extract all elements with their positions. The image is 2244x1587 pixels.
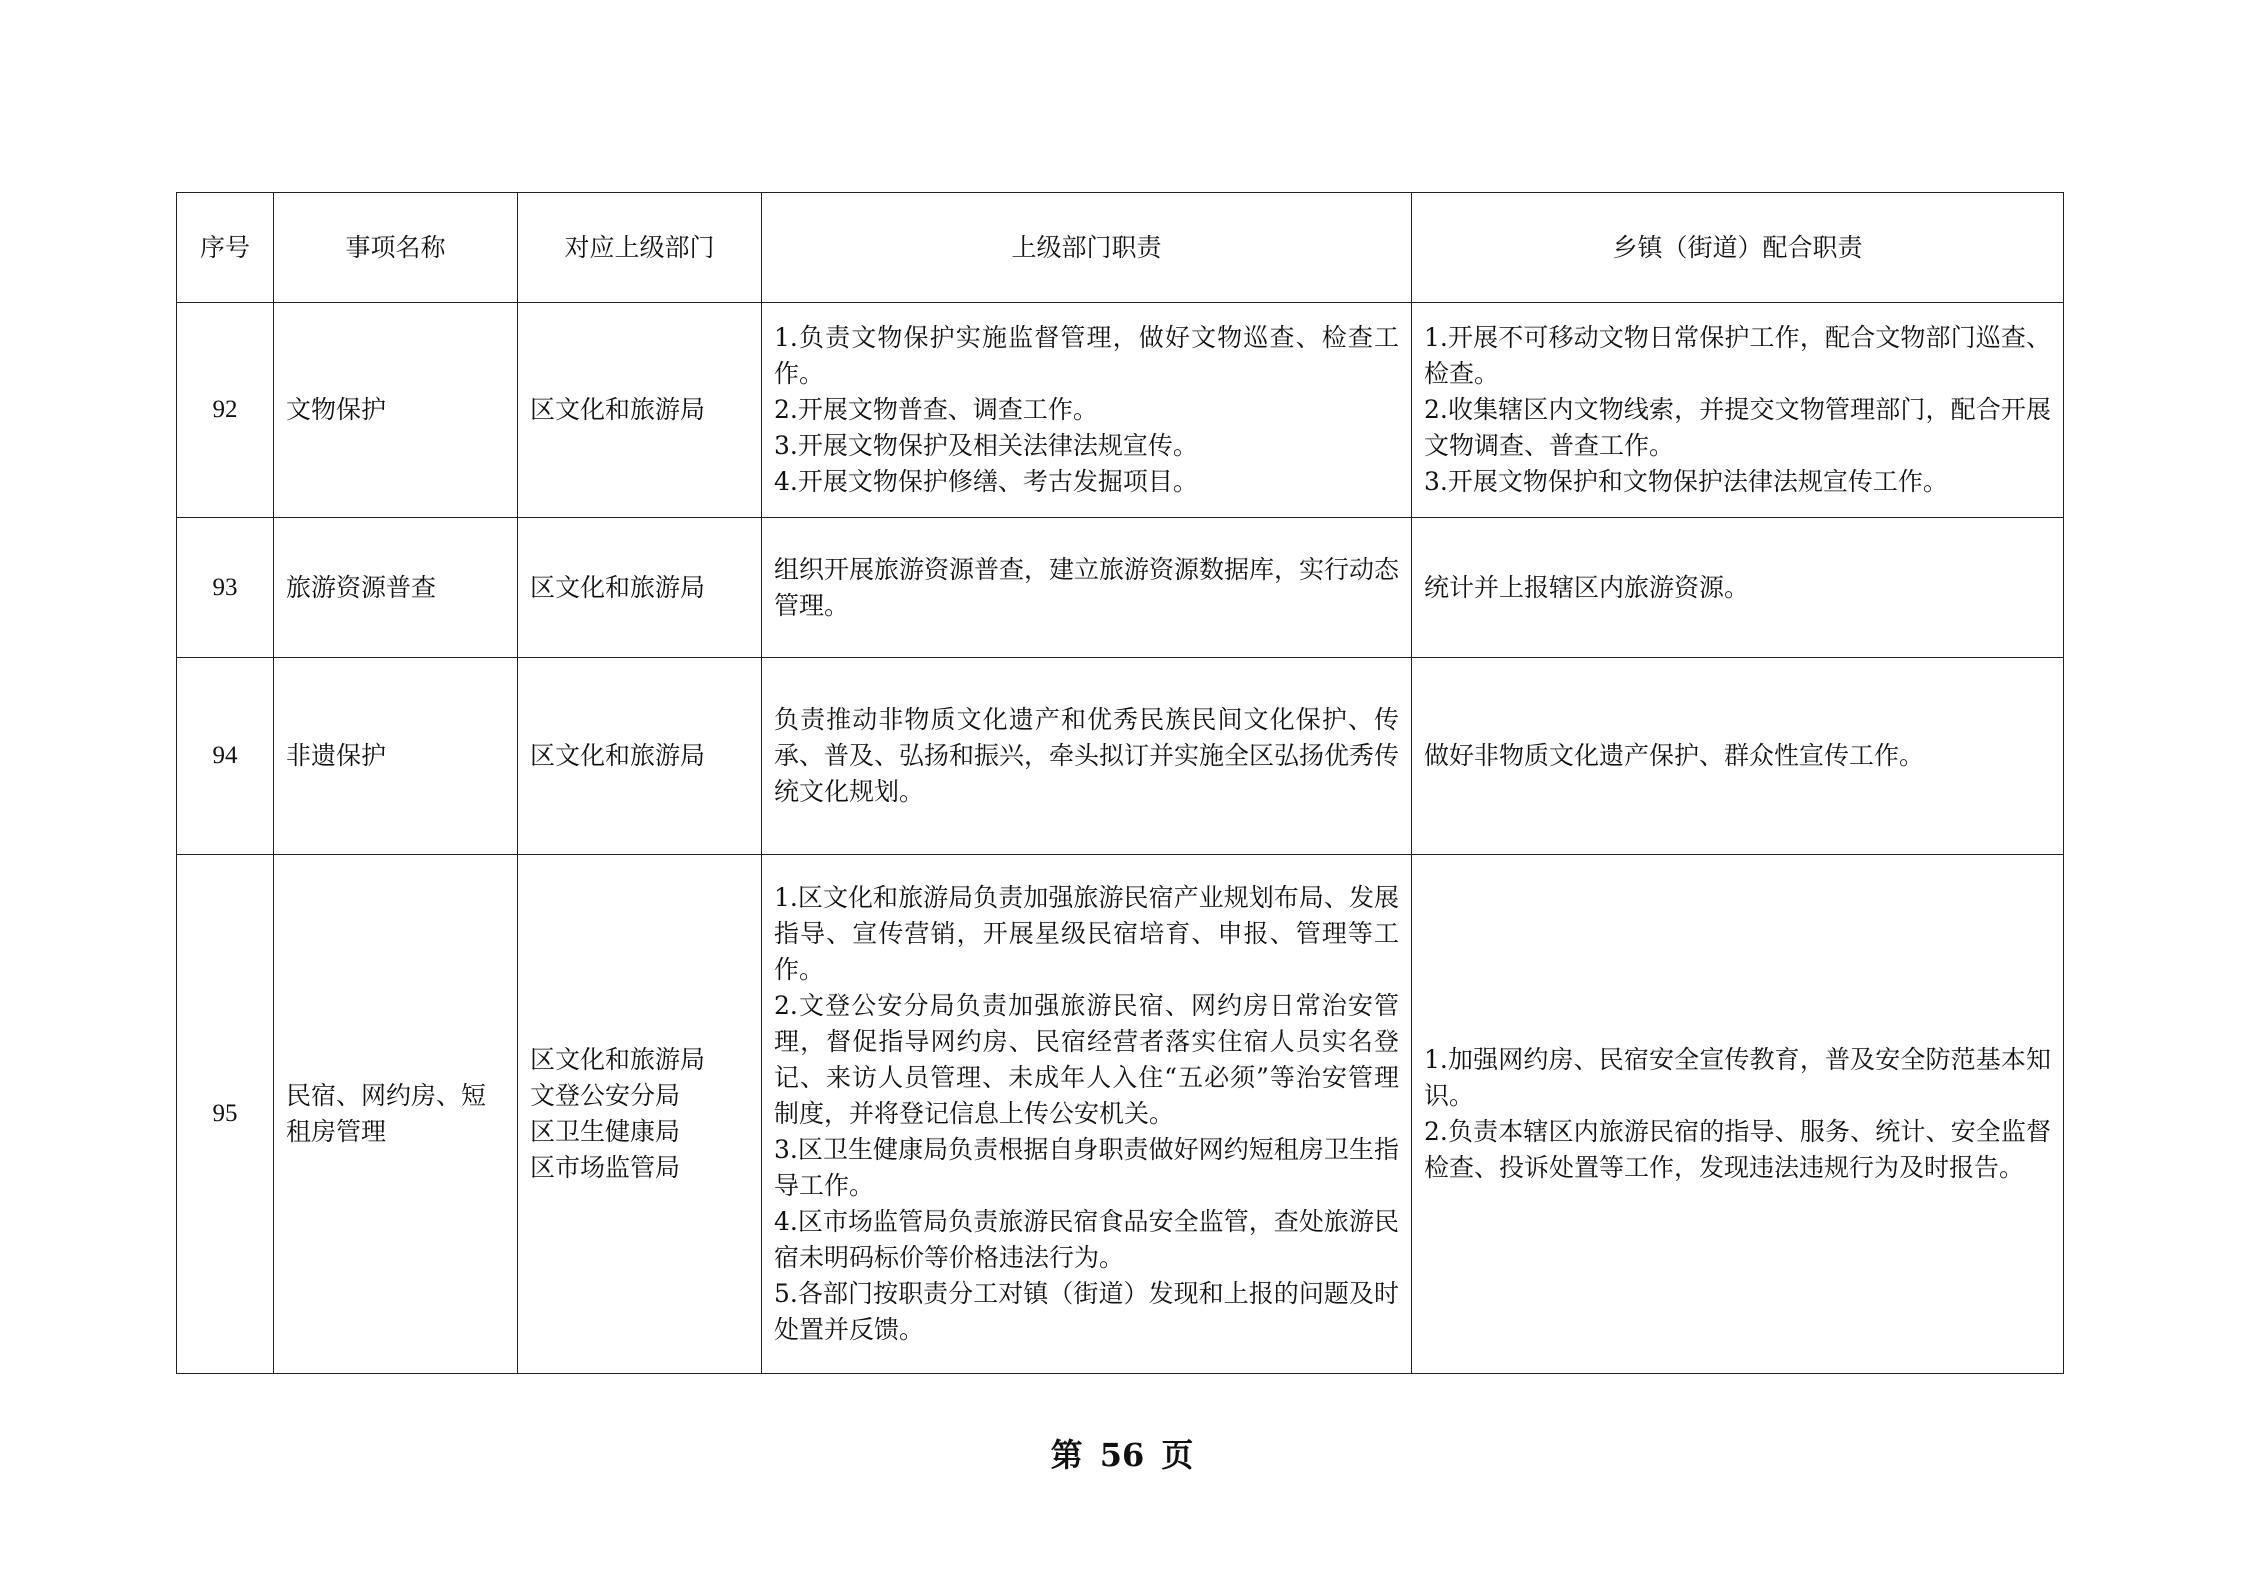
- dept-line: 区文化和旅游局: [530, 395, 706, 424]
- row-item-name: 旅游资源普查: [274, 518, 518, 658]
- duty-line: 统计并上报辖区内旅游资源。: [1424, 572, 1750, 602]
- row-item-name: 非遗保护: [274, 658, 518, 855]
- dept-line: 文登公安分局: [530, 1081, 681, 1110]
- duty-line: 3.区卫生健康局负责根据自身职责做好网约短租房卫生指导工作。: [774, 1135, 1399, 1200]
- dept-line: 区文化和旅游局: [530, 741, 706, 770]
- row-upper-duties: [762, 518, 1412, 658]
- row-dept: [518, 303, 762, 518]
- row-seq: 93: [177, 518, 274, 658]
- row-upper-duties: [762, 855, 1412, 1374]
- row-town-duties: [1412, 518, 2064, 658]
- duty-line: 5.各部门按职责分工对镇（街道）发现和上报的问题及时处置并反馈。: [774, 1279, 1399, 1344]
- header-seq: 序号: [177, 193, 274, 303]
- row-town-duties: [1412, 303, 2064, 518]
- duty-line: 2.负责本辖区内旅游民宿的指导、服务、统计、安全监督检查、投诉处置等工作，发现违法违规行为及时报告。: [1424, 1117, 2051, 1182]
- row-dept: [518, 518, 762, 658]
- row-town-duties: [1412, 658, 2064, 855]
- dept-line: 区文化和旅游局: [530, 572, 706, 602]
- duty-line: 2.开展文物普查、调查工作。: [774, 395, 1098, 424]
- duty-line: 3.开展文物保护和文物保护法律法规宣传工作。: [1424, 467, 1948, 496]
- duties-table: [176, 192, 2064, 1374]
- table-row: [177, 518, 2064, 658]
- row-item-name: 文物保护: [274, 303, 518, 518]
- dept-line: 区市场监管局: [530, 1153, 681, 1182]
- table-row: [177, 658, 2064, 855]
- dept-line: 区卫生健康局: [530, 1117, 681, 1146]
- header-item-name: 事项名称: [274, 193, 518, 303]
- row-seq: 95: [177, 855, 274, 1374]
- header-upper-duties: 上级部门职责: [762, 193, 1412, 303]
- row-upper-duties: [762, 303, 1412, 518]
- header-upper-dept: 对应上级部门: [518, 193, 762, 303]
- duty-line: 2.文登公安分局负责加强旅游民宿、网约房日常治安管理，督促指导网约房、民宿经营者落实住宿人员实名登记、来访人员管理、未成年人入住“五必须”等治安管理制度，并将登记信息上传公安机关。: [774, 991, 1399, 1128]
- duty-line: 2.收集辖区内文物线索，并提交文物管理部门，配合开展文物调查、普查工作。: [1424, 395, 2051, 460]
- duty-line: 4.区市场监管局负责旅游民宿食品安全监管，查处旅游民宿未明码标价等价格违法行为。: [774, 1207, 1399, 1272]
- page-number: 第 56 页: [1050, 1436, 1194, 1474]
- dept-line: 区文化和旅游局: [530, 1045, 706, 1074]
- row-seq: 92: [177, 303, 274, 518]
- row-upper-duties: [762, 658, 1412, 855]
- duty-line: 4.开展文物保护修缮、考古发掘项目。: [774, 467, 1198, 496]
- duty-line: 1.负责文物保护实施监督管理，做好文物巡查、检查工作。: [774, 323, 1399, 388]
- row-dept: [518, 855, 762, 1374]
- header-town-duties: 乡镇（街道）配合职责: [1412, 193, 2064, 303]
- duty-line: 1.区文化和旅游局负责加强旅游民宿产业规划布局、发展指导、宣传营销，开展星级民宿培育、申报、管理等工作。: [774, 883, 1399, 984]
- duty-line: 1.加强网约房、民宿安全宣传教育，普及安全防范基本知识。: [1424, 1045, 2051, 1110]
- table-header-row: [177, 193, 2064, 303]
- row-town-duties: [1412, 855, 2064, 1374]
- row-item-name: 民宿、网约房、短租房管理: [274, 855, 518, 1374]
- duty-line: 负责推动非物质文化遗产和优秀民族民间文化保护、传承、普及、弘扬和振兴，牵头拟订并实施全区弘扬优秀传统文化规划。: [774, 705, 1400, 806]
- duty-line: 组织开展旅游资源普查，建立旅游资源数据库，实行动态管理。: [774, 554, 1400, 620]
- table-row: [177, 303, 2064, 518]
- duty-line: 做好非物质文化遗产保护、群众性宣传工作。: [1424, 741, 1925, 770]
- row-seq: 94: [177, 658, 274, 855]
- row-dept: [518, 658, 762, 855]
- duty-line: 3.开展文物保护及相关法律法规宣传。: [774, 431, 1198, 460]
- table-row: [177, 855, 2064, 1374]
- duty-line: 1.开展不可移动文物日常保护工作，配合文物部门巡查、检查。: [1424, 323, 2051, 388]
